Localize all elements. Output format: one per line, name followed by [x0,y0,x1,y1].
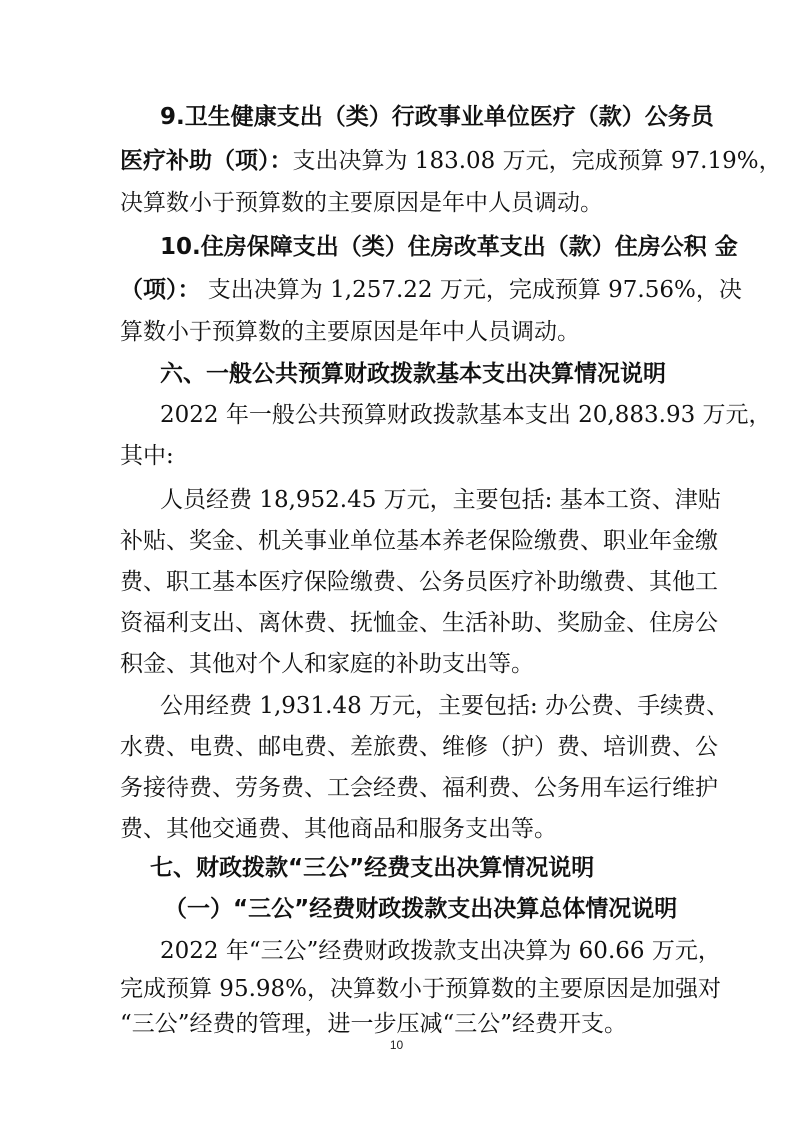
section6-title: 六、一般公共预算财政拨款基本支出决算情况说明 [160,361,666,387]
item9-text-line2: 支出决算为 183.08 万元，完成预算 97.19%， [292,148,782,174]
personnel-line: 资福利支出、离休费、抚恤金、生活补助、奖励金、住房公 [120,610,718,636]
item9-heading-line2: 医疗补助（项）： [120,148,293,174]
item9-heading-line1: 9.卫生健康支出（类）行政事业单位医疗（款）公务员 [160,104,714,130]
page-number: 10 [389,1038,404,1052]
item10-text-line3: 算数小于预算数的主要原因是年中人员调动。 [120,319,580,345]
personnel-line: 费、职工基本医疗保险缴费、公务员医疗补助缴费、其他工 [120,569,718,595]
item10-line2 [0,274,793,306]
public-line: 务接待费、劳务费、工会经费、福利费、公务用车运行维护 [120,775,718,801]
public-line: 水费、电费、邮电费、差旅费、维修（护）费、培训费、公 [120,734,718,760]
sub1-line: 2022 年“三公”经费财政拨款支出决算为 60.66 万元， [160,938,721,964]
item10-heading-line1: 10.住房保障支出（类）住房改革支出（款）住房公积 金 [160,234,738,260]
item9-text-line3: 决算数小于预算数的主要原因是年中人员调动。 [120,190,603,216]
section7-title: 七、财政拨款“三公”经费支出决算情况说明 [150,855,595,881]
personnel-line: 补贴、奖金、机关事业单位基本养老保险缴费、职业年金缴 [120,528,718,554]
section6-line2: 其中: [120,443,174,469]
item9-line2 [0,145,793,177]
item10-text-line2: 支出决算为 1,257.22 万元，完成预算 97.56%，决 [200,277,742,303]
section7-sub1-title: （一）“三公”经费财政拨款支出决算总体情况说明 [164,896,678,922]
public-line: 费、其他交通费、其他商品和服务支出等。 [120,816,557,842]
personnel-line: 积金、其他对个人和家庭的补助支出等。 [120,651,534,677]
personnel-line: 人员经费 18,952.45 万元，主要包括: 基本工资、津贴 [160,487,721,513]
public-line: 公用经费 1,931.48 万元，主要包括: 办公费、手续费、 [160,693,730,719]
item10-heading-line2: （项）： [120,277,201,303]
sub1-line: “三公”经费的管理，进一步压减“三公”经费开支。 [120,1011,628,1037]
sub1-line: 完成预算 95.98%，决算数小于预算数的主要原因是加强对 [120,976,722,1002]
section6-line1: 2022 年一般公共预算财政拨款基本支出 20,883.93 万元， [160,402,772,428]
